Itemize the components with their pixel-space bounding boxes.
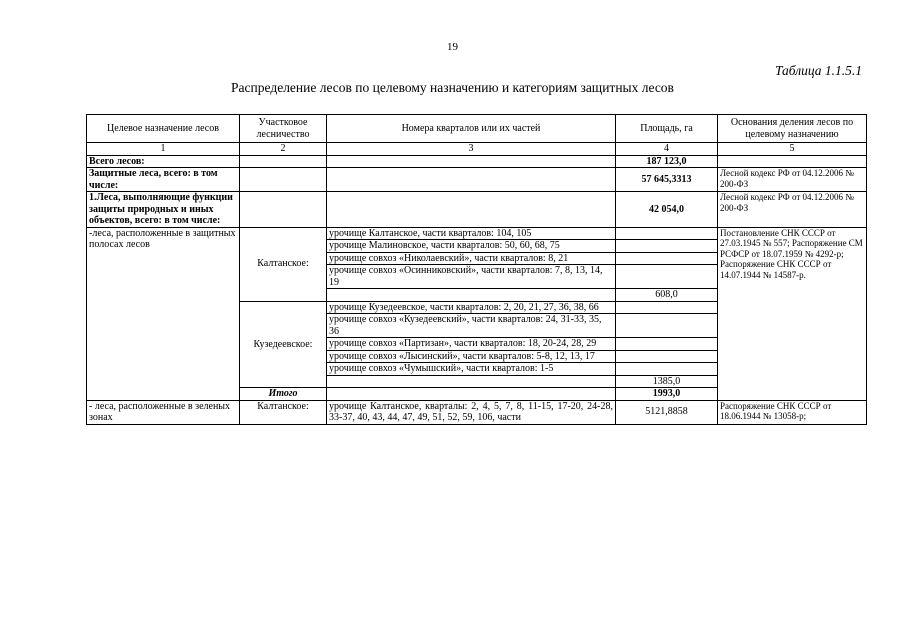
col-num-2: 2 — [240, 143, 327, 156]
header-quarters: Номера кварталов или их частей — [327, 115, 616, 143]
strips-basis: Постановление СНК СССР от 27.03.1945 № 557; Распоряжение СМ РСФСР от 18.07.1959 № 4292-р; Распоряжение СНК СССР от 14.07.1944 № 14587-р. — [718, 227, 867, 400]
kaltan-area: 608,0 — [616, 289, 718, 302]
kaltan-forestry: Калтанское: — [240, 227, 327, 301]
category1-basis: Лесной кодекс РФ от 04.12.2006 № 200-ФЗ — [718, 192, 867, 228]
green-zone-row — [87, 400, 867, 424]
header-forestry: Участковое лесничество — [240, 115, 327, 143]
kaltan-quarter-1: урочище Калтанское, части кварталов: 104, 105 — [327, 227, 616, 240]
green-area: 5121,8858 — [616, 400, 718, 424]
col-num-4: 4 — [616, 143, 718, 156]
protective-basis: Лесной кодекс РФ от 04.12.2006 № 200-ФЗ — [718, 168, 867, 192]
header-row — [87, 115, 867, 143]
column-number-row — [87, 143, 867, 156]
green-label: - леса, расположенные в зеленых зонах — [87, 400, 240, 424]
kuzedeevo-forestry: Кузедеевское: — [240, 301, 327, 388]
kuzedeevo-quarter-1: урочище Кузедеевское, части кварталов: 2, 20, 21, 27, 36, 38, 66 — [327, 301, 616, 314]
total-area: 187 123,0 — [616, 155, 718, 168]
table-title: Распределение лесов по целевому назначению и категориям защитных лесов — [231, 80, 674, 95]
kaltan-quarter-2: урочище Малиновское, части кварталов: 50, 60, 68, 75 — [327, 240, 616, 253]
protective-label: Защитные леса, всего: в том числе: — [87, 168, 240, 192]
table-label: Таблица 1.1.5.1 — [774, 63, 862, 78]
kuzedeevo-quarter-2: урочище совхоз «Кузедеевский», части кварталов: 24, 31-33, 35, 36 — [327, 314, 616, 338]
green-forestry: Калтанское: — [240, 400, 327, 424]
forest-distribution-table — [86, 114, 867, 425]
kaltan-quarter-4: урочище совхоз «Осинниковский», части кварталов: 7, 8, 13, 14, 19 — [327, 265, 616, 289]
header-basis: Основания деления лесов по целевому назначению — [718, 115, 867, 143]
kaltan-quarter-3: урочище совхоз «Николаевский», части кварталов: 8, 21 — [327, 252, 616, 265]
itogo-label: Итого — [240, 388, 327, 401]
kuzedeevo-quarter-5: урочище совхоз «Чумышский», части кварталов: 1-5 — [327, 363, 616, 376]
category1-row — [87, 192, 867, 228]
itogo-area: 1993,0 — [616, 388, 718, 401]
col-num-5: 5 — [718, 143, 867, 156]
category1-label: 1.Леса, выполняющие функции защиты природных и иных объектов, всего: в том числе: — [87, 192, 240, 228]
total-label: Всего лесов: — [87, 155, 240, 168]
strips-label: -леса, расположенные в защитных полосах лесов — [87, 227, 240, 400]
col-num-1: 1 — [87, 143, 240, 156]
page-number: 19 — [447, 41, 458, 53]
green-quarters: урочище Калтанское, кварталы: 2, 4, 5, 7, 8, 11-15, 17-20, 24-28, 33-37, 40, 43, 44, 47, 49, 51, 52, 59, 106, части — [327, 400, 616, 424]
protective-area: 57 645,3313 — [616, 168, 718, 192]
strips-row-1 — [87, 227, 867, 240]
kuzedeevo-quarter-3: урочище совхоз «Партизан», части кварталов: 18, 20-24, 28, 29 — [327, 338, 616, 351]
header-area: Площадь, га — [616, 115, 718, 143]
kuzedeevo-area: 1385,0 — [616, 375, 718, 388]
header-purpose: Целевое назначение лесов — [87, 115, 240, 143]
category1-area: 42 054,0 — [616, 192, 718, 228]
green-basis: Распоряжение СНК СССР от 18.06.1944 № 13058-р; — [718, 400, 867, 424]
protective-row — [87, 168, 867, 192]
col-num-3: 3 — [327, 143, 616, 156]
total-row — [87, 155, 867, 168]
kuzedeevo-quarter-4: урочище совхоз «Лысинский», части кварталов: 5-8, 12, 13, 17 — [327, 350, 616, 363]
